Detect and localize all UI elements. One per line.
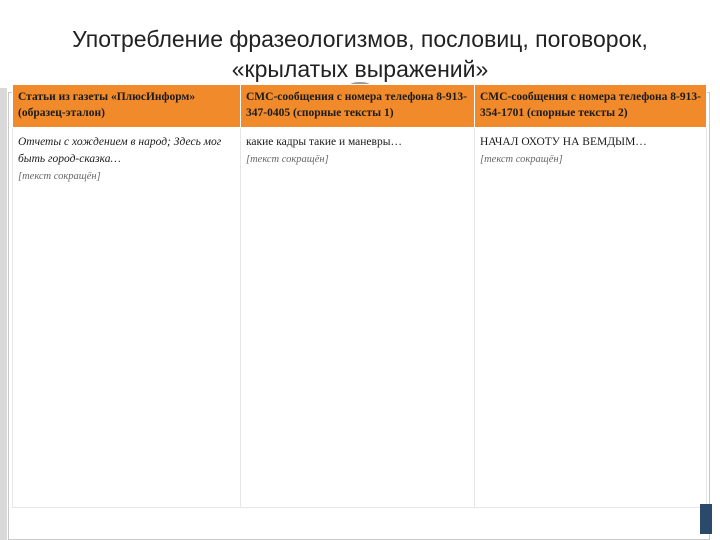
slide-title xyxy=(0,24,720,90)
cell-sms-1 xyxy=(241,128,475,508)
excerpt-sms-1: какие кадры такие и маневры… xyxy=(246,136,402,148)
omission-note-1: [текст сокращён] xyxy=(18,171,101,182)
cell-articles xyxy=(13,128,241,508)
title-line-1: Употребление фразеологизмов, пословиц, поговорок, xyxy=(72,26,648,52)
slide-left-bar xyxy=(0,88,7,540)
header-articles: Статьи из газеты «ПлюсИнформ» (образец-эталон) xyxy=(13,85,241,128)
title-line-2: «крылатых выражений» xyxy=(231,56,489,82)
corner-accent xyxy=(700,504,712,534)
omission-note-2: [текст сокращён] xyxy=(246,154,329,165)
header-sms-2: СМС-сообщения с номера телефона 8-913-354-1701 (спорные тексты 2) xyxy=(475,85,707,128)
cell-sms-2 xyxy=(475,128,707,508)
table-row xyxy=(13,128,707,508)
excerpt-articles: Отчеты с хождением в народ; Здесь мог быть город-сказка… xyxy=(18,136,222,165)
excerpt-sms-2: НАЧАЛ ОХОТУ НА ВЕМДЫМ… xyxy=(480,136,647,148)
header-sms-1: СМС-сообщения с номера телефона 8-913-347-0405 (спорные тексты 1) xyxy=(241,85,475,128)
table-header-row xyxy=(13,85,707,128)
comparison-table xyxy=(12,84,707,508)
omission-note-3: [текст сокращён] xyxy=(480,154,563,165)
